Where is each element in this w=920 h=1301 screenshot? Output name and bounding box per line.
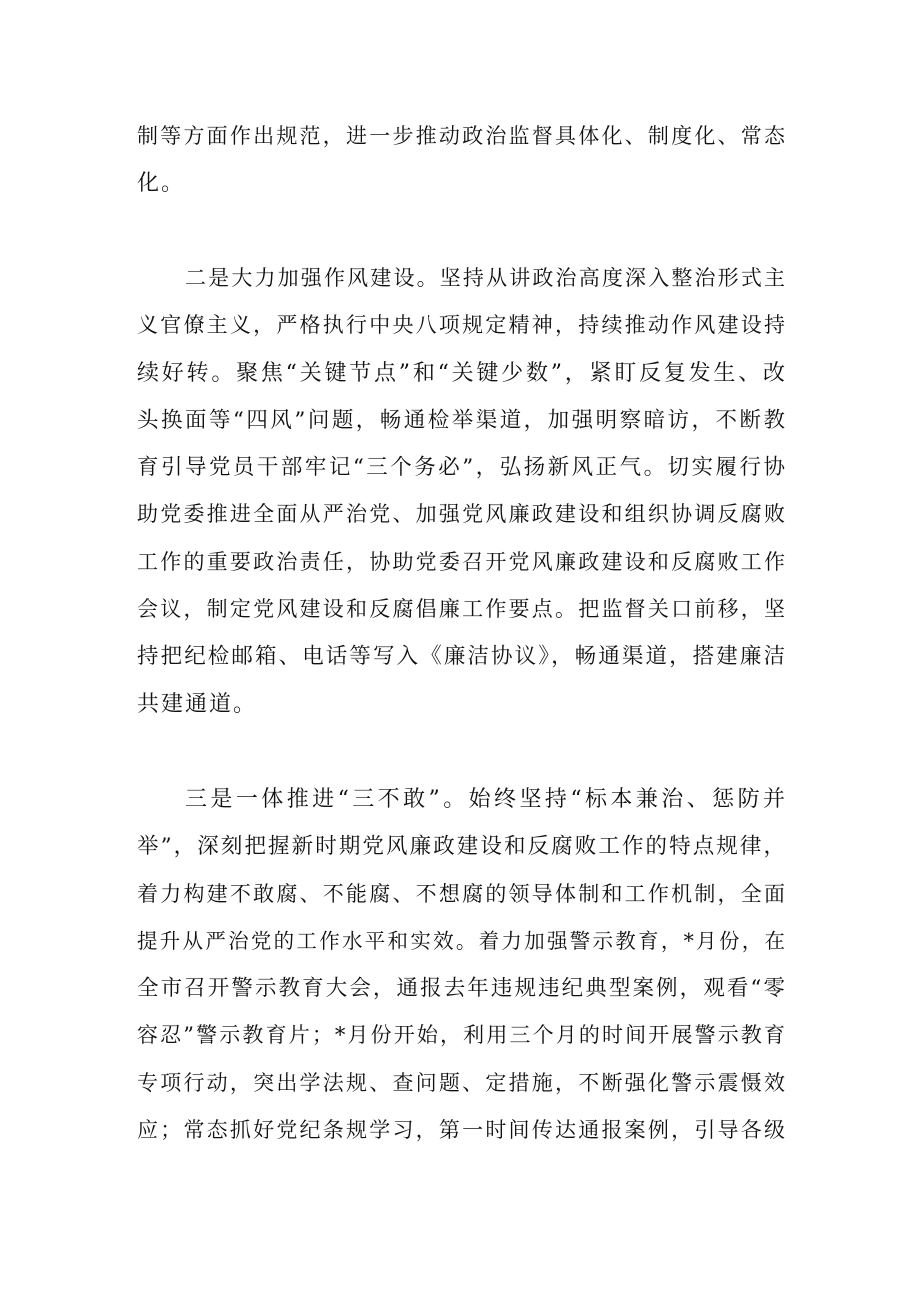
text-line: 助党委推进全面从严治党、加强党风廉政建设和组织协调反腐败 (137, 502, 787, 527)
text-line: 全市召开警示教育大会，通报去年违规违纪典型案例，观看“零 (137, 976, 787, 1002)
paragraph-three-nots (137, 776, 787, 1154)
text-line: 义官僚主义，严格执行中央八项规定精神，持续推动作风建设持 (137, 313, 787, 338)
text-line: 育引导党员干部牢记“三个务必”，弘扬新风正气。切实履行协 (137, 455, 787, 481)
text-line: 工作的重要政治责任，协助党委召开党风廉政建设和反腐败工作 (137, 549, 787, 574)
text-line: 二是大力加强作风建设。坚持从讲政治高度深入整治形式主 (185, 266, 787, 290)
text-line: 着力构建不敢腐、不能腐、不想腐的领导体制和工作机制，全面 (137, 881, 787, 906)
text-line: 头换面等“四风”问题，畅通检举渠道，加强明察暗访，不断教 (137, 407, 787, 433)
text-line: 持把纪检邮箱、电话等写入《廉洁协议》，畅通渠道，搭建廉洁 (137, 644, 787, 670)
text-line: 化。 (137, 171, 186, 197)
text-line: 容忍”警示教育片；*月份开始，利用三个月的时间开展警示教育 (137, 1023, 787, 1048)
text-line: 续好转。聚焦“关键节点”和“关键少数”，紧盯反复发生、改 (137, 360, 787, 386)
text-line: 应；常态抓好党纪条规学习，第一时间传达通报案例，引导各级 (137, 1118, 787, 1143)
text-line: 三是一体推进“三不敢”。始终坚持“标本兼治、惩防并 (185, 787, 787, 812)
text-line: 制等方面作出规范，进一步推动政治监督具体化、制度化、常态 (137, 124, 787, 148)
text-line: 会议，制定党风建设和反腐倡廉工作要点。把监督关口前移，坚 (137, 597, 787, 622)
text-line: 提升从严治党的工作水平和实效。着力加强警示教育，*月份，在 (137, 928, 787, 953)
text-line: 举”，深刻把握新时期党风廉政建设和反腐败工作的特点规律， (137, 834, 787, 860)
paragraph-continuation (137, 113, 787, 208)
paragraph-work-style (137, 255, 787, 728)
text-line: 共建通道。 (137, 691, 258, 717)
text-line: 专项行动，突出学法规、查问题、定措施，不断强化警示震慑效 (137, 1070, 787, 1095)
